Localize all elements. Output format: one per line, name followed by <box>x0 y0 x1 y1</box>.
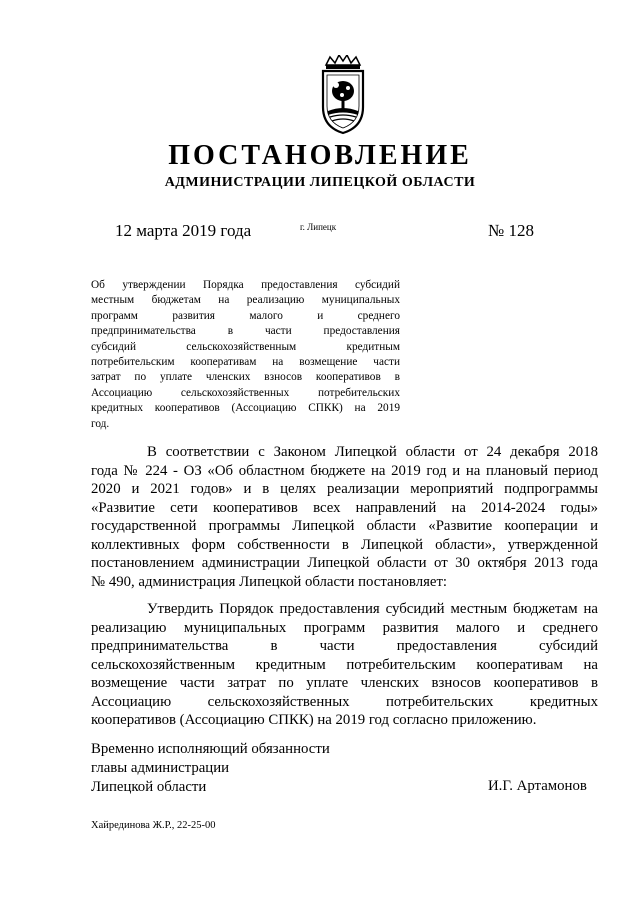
document-place: г. Липецк <box>300 222 337 232</box>
abstract-line: год. <box>91 417 110 430</box>
signer-name: И.Г. Артамонов <box>488 778 587 794</box>
abstract-line: программ развития малого и среднего <box>91 309 400 322</box>
lipetsk-coat-of-arms-icon <box>318 55 368 135</box>
paragraph-line: сельскохозяйственным кредитным потребительским кооперативам на <box>91 656 598 673</box>
signer-position-line: Липецкой области <box>91 779 207 795</box>
document-subtitle: АДМИНИСТРАЦИИ ЛИПЕЦКОЙ ОБЛАСТИ <box>164 175 476 190</box>
executor-contact: Хайрединова Ж.Р., 22-25-00 <box>91 820 216 831</box>
paragraph-line: государственной программы Липецкой области «Развитие кооперации и <box>91 518 598 534</box>
abstract-line: местным бюджетам на реализацию муниципальных <box>91 294 400 307</box>
abstract-line: субсидий сельскохозяйственным кредитным <box>91 340 400 353</box>
paragraph-line: предпринимательства в части предоставления субсидий <box>91 638 598 654</box>
decision-paragraph <box>91 600 598 730</box>
abstract-line: потребительским кооперативам на возмещение части <box>91 356 400 369</box>
signer-position <box>91 740 330 797</box>
paragraph-line: реализацию муниципальных программ развития малого и среднего <box>91 619 598 636</box>
paragraph-line: возмещение части затрат по уплате членских взносов кооперативов в <box>91 675 598 691</box>
paragraph-line: «Развитие сети кооперативов всех направлений на 2014-2024 годы» <box>91 499 598 516</box>
paragraph-line: 2020 и 2021 годов» и в целях реализации мероприятий подпрограммы <box>91 481 598 497</box>
document-title: ПОСТАНОВЛЕНИЕ <box>168 140 472 171</box>
abstract-line: Об утверждении Порядка предоставления субсидий <box>91 279 400 291</box>
document-number: № 128 <box>488 221 534 240</box>
paragraph-line: постановлением администрации Липецкой области от 30 октября 2013 года <box>91 555 598 571</box>
abstract-line: затрат по уплате членских взносов кооперативов в <box>91 371 400 384</box>
paragraph-line: В соответствии с Законом Липецкой области от 24 декабря 2018 <box>147 444 598 460</box>
signer-position-line: главы администрации <box>91 760 230 776</box>
preamble-paragraph <box>91 443 598 591</box>
paragraph-line: кооперативов (Ассоциацию СПКК) на 2019 год согласно приложению. <box>91 712 537 728</box>
document-date: 12 марта 2019 года <box>115 221 252 240</box>
paragraph-line: года № 224 - ОЗ «Об областном бюджете на 2019 год и на плановый период <box>91 462 598 479</box>
abstract-line: Ассоциацию сельскохозяйственных потребительских <box>91 386 400 399</box>
abstract-line: предпринимательства в части предоставления <box>91 325 400 338</box>
document-abstract <box>91 278 400 432</box>
paragraph-line: коллективных форм собственности в Липецкой области», утвержденной <box>91 536 598 553</box>
paragraph-line: № 490, администрация Липецкой области постановляет: <box>91 573 448 590</box>
paragraph-line: Ассоциацию сельскохозяйственных потребительских кредитных <box>91 693 598 710</box>
signer-position-line: Временно исполняющий обязанности <box>91 741 330 757</box>
paragraph-line: Утвердить Порядок предоставления субсидий местным бюджетам на <box>147 601 598 617</box>
abstract-line: кредитных кооперативов (Ассоциацию СПКК) на 2019 <box>91 402 400 415</box>
